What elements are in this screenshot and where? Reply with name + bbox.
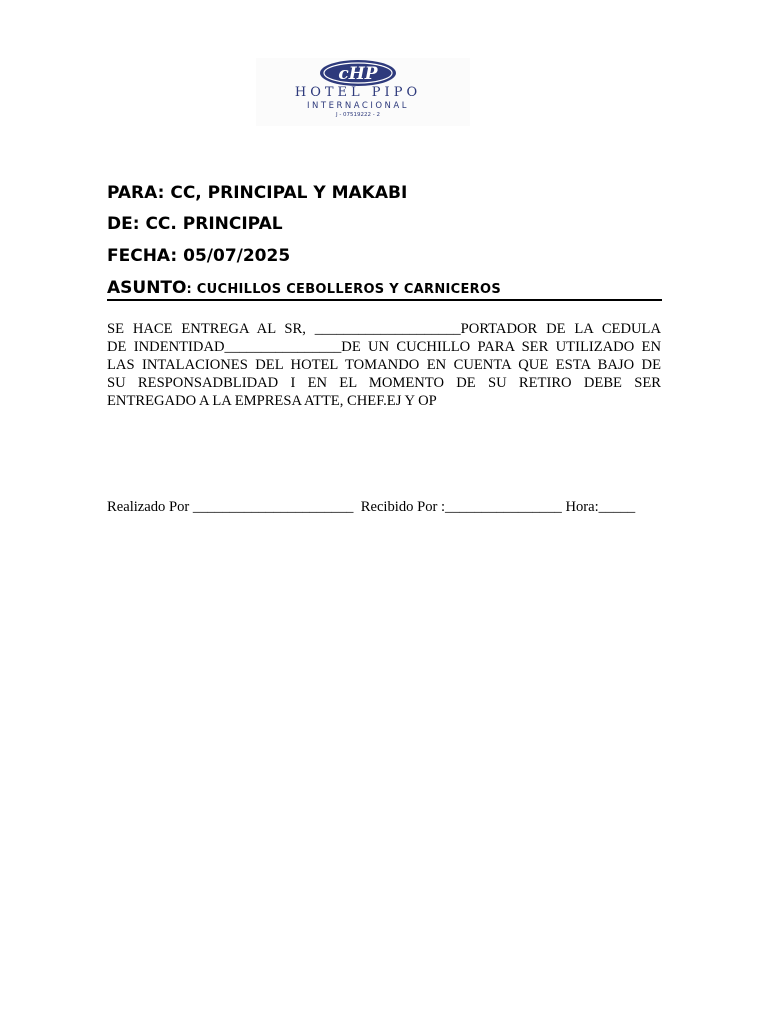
- body-line: SE HACE ENTREGA AL SR, ____________________PORTADOR DE LA CEDULA: [107, 321, 661, 337]
- asunto-label: ASUNTO: [107, 278, 187, 298]
- asunto-value: : CUCHILLOS CEBOLLEROS Y CARNICEROS: [186, 282, 501, 297]
- body-line: ENTREGADO A LA EMPRESA ATTE, CHEF.EJ Y OP: [107, 393, 437, 409]
- header-divider: [107, 299, 662, 301]
- signature-line: Realizado Por ______________________ Recibido Por :________________ Hora:_____: [107, 499, 636, 515]
- memo-fecha: [107, 246, 290, 266]
- memo-asunto: [107, 278, 501, 298]
- para-label: PARA:: [107, 183, 165, 203]
- hotel-logo: [256, 58, 470, 126]
- memo-para: [107, 183, 407, 203]
- logo-hotel-name: HOTEL PIPO: [294, 85, 422, 100]
- body-line: LAS INTALACIONES DEL HOTEL TOMANDO EN CUENTA QUE ESTA BAJO DE: [107, 357, 661, 373]
- de-label: DE:: [107, 214, 140, 234]
- fecha-value: 05/07/2025: [183, 246, 291, 266]
- logo-emblem-icon: [319, 59, 397, 87]
- memo-de: [107, 214, 283, 234]
- body-paragraph: [107, 320, 661, 410]
- fecha-label: FECHA:: [107, 246, 178, 266]
- logo-rif: J - 07519222 - 2: [335, 112, 381, 118]
- body-line: SU RESPONSADBLIDAD I EN EL MOMENTO DE SU RETIRO DEBE SER: [107, 375, 661, 391]
- de-value: CC. PRINCIPAL: [145, 214, 283, 234]
- para-value: CC, PRINCIPAL Y MAKABI: [170, 183, 408, 203]
- logo-monogram: cHP: [338, 64, 378, 84]
- body-line: DE INDENTIDAD________________DE UN CUCHILLO PARA SER UTILIZADO EN: [107, 339, 661, 355]
- logo-subtitle: INTERNACIONAL: [307, 101, 409, 111]
